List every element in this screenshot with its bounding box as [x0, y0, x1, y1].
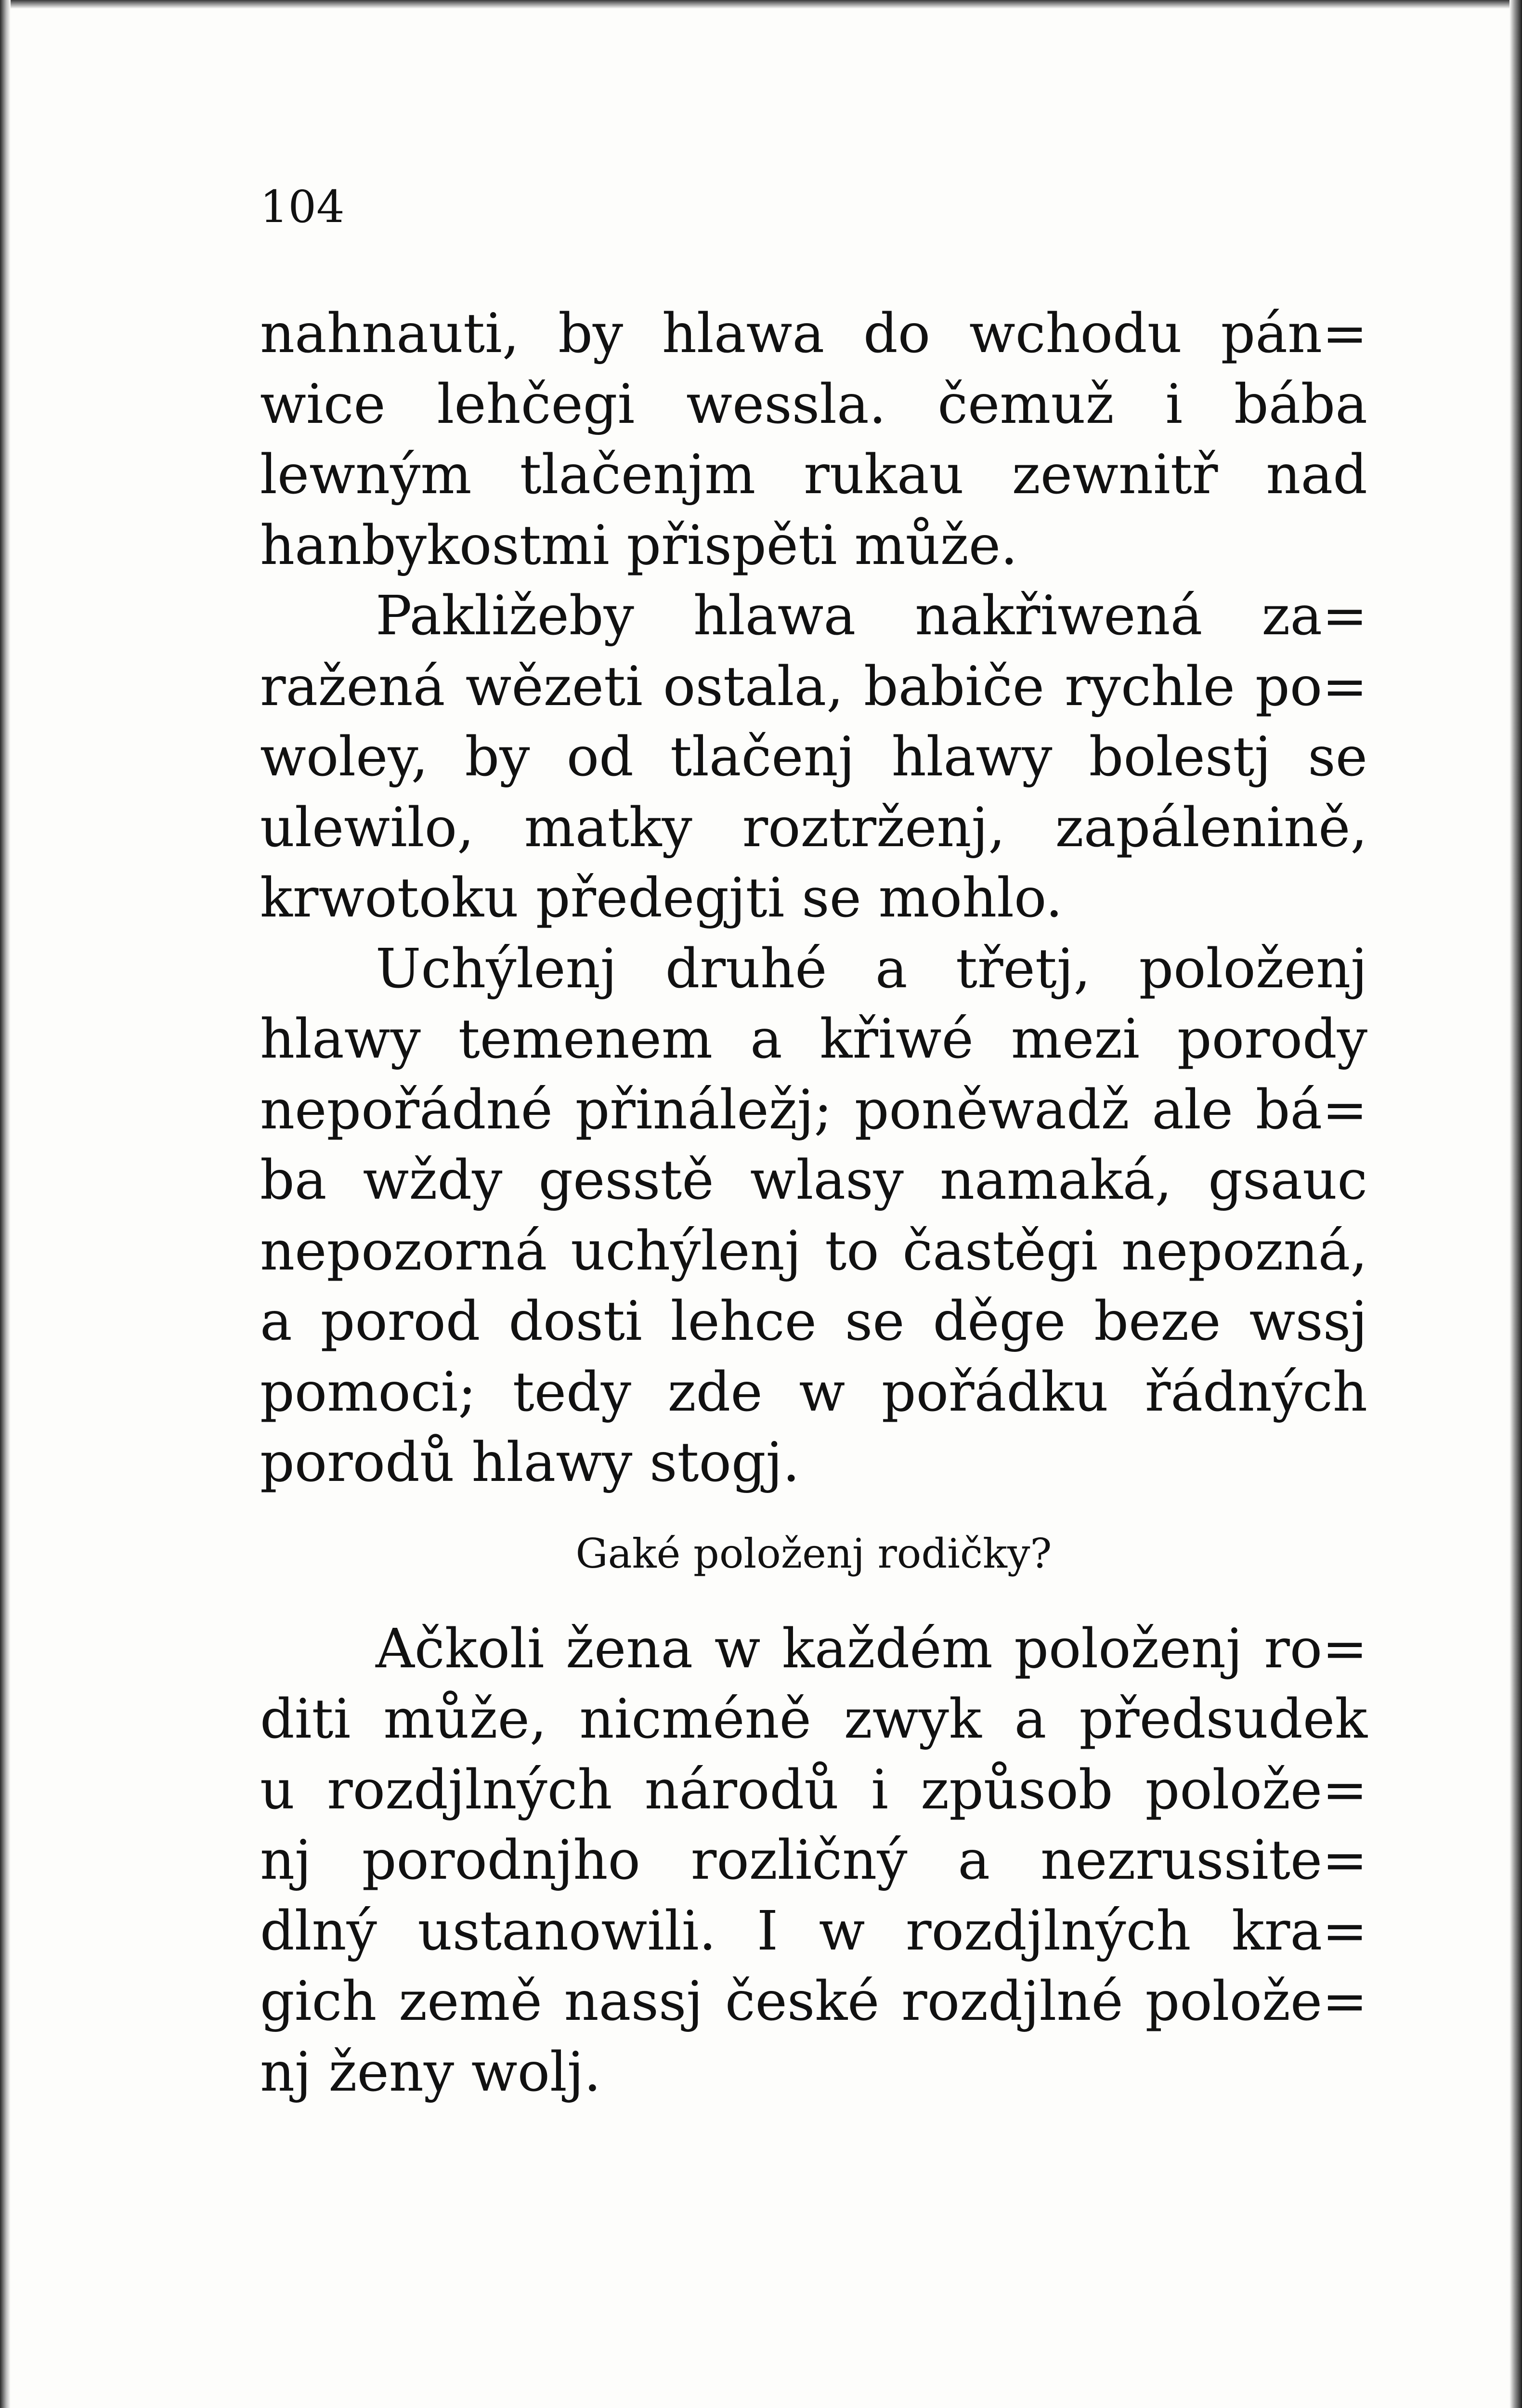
text-line: ba wždy gesstě wlasy namaká, gsauc — [260, 1149, 1367, 1212]
text-line: nepozorná uchýlenj to častěgi nepozná, — [260, 1219, 1367, 1283]
paragraph-3 — [260, 934, 1367, 1498]
text-line: u rozdjlných národů i způsob polože= — [260, 1758, 1367, 1821]
text-line: lewným tlačenjm rukau zewnitř nad — [260, 444, 1367, 506]
text-line: wice lehčegi wessla. čemuž i bába — [260, 373, 1367, 436]
text-line: Uchýlenj druhé a třetj, položenj — [376, 937, 1367, 1000]
text-line: dlný ustanowili. I w rozdjlných kra= — [260, 1899, 1367, 1963]
text-line: ulewilo, matky roztrženj, zapálenině, — [260, 796, 1367, 859]
text-line: pomoci; tedy zde w pořádku řádných — [260, 1361, 1367, 1424]
text-line: diti může, nicméně zwyk a předsudek — [260, 1688, 1367, 1751]
section-heading: Gaké položenj rodičky? — [575, 1530, 1052, 1577]
text-line: hlawy temenem a křiwé mezi porody — [260, 1008, 1367, 1071]
text-line: nj ženy wolj. — [260, 2041, 601, 2104]
text-line: nj porodnjho rozličný a nezrussite= — [260, 1829, 1367, 1892]
paragraph-1 — [260, 299, 1367, 581]
text-line: woley, by od tlačenj hlawy bolestj se — [260, 726, 1367, 788]
page-edge-right — [1509, 0, 1522, 2408]
text-line: Ačkoli žena w každém položenj ro= — [376, 1617, 1367, 1680]
text-line: hanbykostmi přispěti může. — [260, 514, 1018, 577]
text-line: nepořádné přináležj; poněwadž ale bá= — [260, 1078, 1367, 1141]
paragraph-4 — [260, 1614, 1367, 2108]
text-line: krwotoku předegjti se mohlo. — [260, 867, 1063, 929]
text-line: gich země nassj české rozdjlné polože= — [260, 1970, 1367, 2033]
text-line: a porod dosti lehce se děge beze wssj — [260, 1290, 1367, 1353]
text-line: ražená wězeti ostala, babiče rychle po= — [260, 655, 1367, 718]
text-block — [260, 183, 1367, 2107]
page-edge-top — [0, 0, 1522, 9]
text-line: porodů hlawy stogj. — [260, 1431, 800, 1494]
text-line: Pakližeby hlawa nakřiwená za= — [376, 585, 1367, 647]
page-number: 104 — [260, 181, 345, 233]
text-line: nahnauti, by hlawa do wchodu pán= — [260, 302, 1367, 365]
paragraph-2 — [260, 581, 1367, 934]
page-edge-left — [0, 0, 11, 2408]
